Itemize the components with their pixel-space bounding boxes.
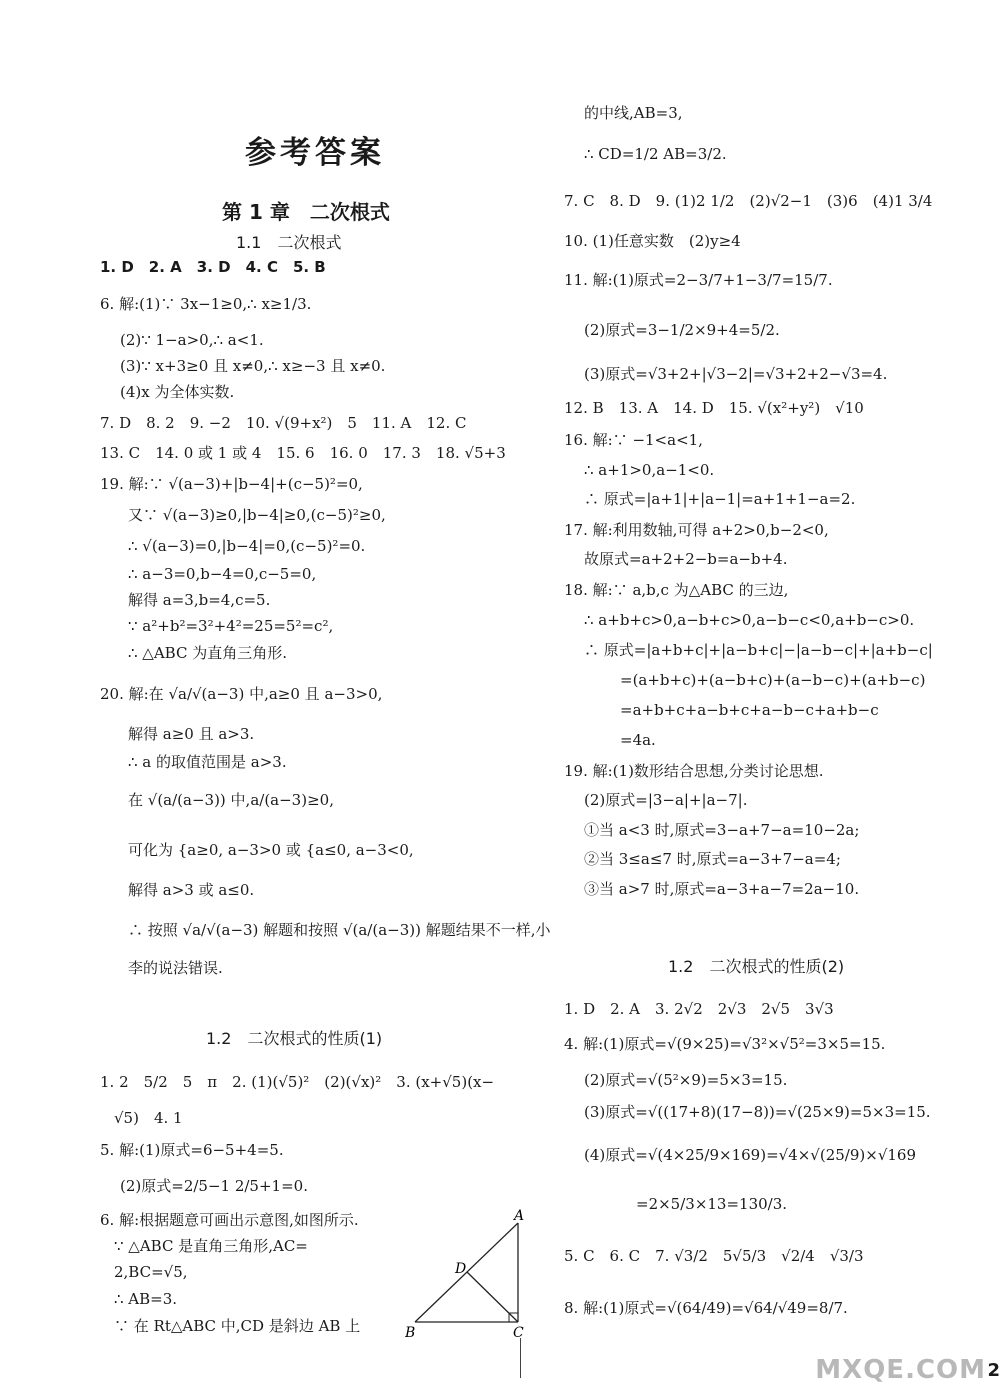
section-heading-1-2-part2: 1.2 二次根式的性质(2)	[668, 957, 845, 976]
answer-line: (2)原式=2/5−1 2/5+1=0.	[120, 1177, 308, 1195]
answer-line: (3)原式=√3+2+|√3−2|=√3+2+2−√3=4.	[584, 365, 888, 383]
answer-line: 6. 解:根据题意可画出示意图,如图所示.	[100, 1211, 359, 1229]
answer-line: ∵ 在 Rt△ABC 中,CD 是斜边 AB 上	[114, 1317, 361, 1335]
answer-line: ∴ √(a−3)=0,|b−4|=0,(c−5)²=0.	[128, 537, 366, 555]
vertex-label-c: C	[513, 1325, 524, 1340]
answer-line: 7. D 8. 2 9. −2 10. √(9+x²) 5 11. A 12. C	[100, 414, 467, 432]
page-number: 2	[987, 1360, 1000, 1381]
answer-line: 在 √(a/(a−3)) 中,a/(a−3)≥0,	[128, 791, 334, 809]
answer-line: 11. 解:(1)原式=2−3/7+1−3/7=15/7.	[564, 271, 833, 289]
answer-line: 5. 解:(1)原式=6−5+4=5.	[100, 1141, 284, 1159]
answer-line: ∴ 原式=|a+1|+|a−1|=a+1+1−a=2.	[584, 490, 856, 508]
answer-line: ①当 a<3 时,原式=3−a+7−a=10−2a;	[584, 821, 860, 839]
vertex-label-d: D	[455, 1261, 467, 1277]
answer-line: √5) 4. 1	[114, 1109, 183, 1127]
answer-line: ∴ CD=1/2 AB=3/2.	[584, 145, 727, 163]
answer-line: 李的说法错误.	[128, 959, 223, 977]
answer-line: 1. D 2. A 3. D 4. C 5. B	[100, 258, 326, 276]
answer-line: 解得 a=3,b=4,c=5.	[128, 591, 271, 609]
answer-line: 的中线,AB=3,	[584, 104, 683, 122]
answer-line: 10. (1)任意实数 (2)y≥4	[564, 232, 741, 250]
answer-line: 19. 解:(1)数形结合思想,分类讨论思想.	[564, 762, 824, 780]
answer-line: (2)原式=3−1/2×9+4=5/2.	[584, 321, 780, 339]
answer-line: =4a.	[620, 731, 656, 749]
triangle-figure	[405, 1205, 535, 1340]
answer-line: 可化为 {a≥0, a−3>0 或 {a≤0, a−3<0,	[128, 841, 414, 859]
answer-line: 故原式=a+2+2−b=a−b+4.	[584, 550, 788, 568]
answer-line: 4. 解:(1)原式=√(9×25)=√3²×√5²=3×5=15.	[564, 1035, 886, 1053]
answer-line: ∴ 按照 √a/√(a−3) 解题和按照 √(a/(a−3)) 解题结果不一样,小	[128, 921, 551, 939]
answer-line: ∵ a²+b²=3²+4²=25=5²=c²,	[128, 617, 334, 635]
answer-line: ∴ 原式=|a+b+c|+|a−b+c|−|a−b−c|+|a+b−c|	[584, 641, 933, 659]
answer-line: 20. 解:在 √a/√(a−3) 中,a≥0 且 a−3>0,	[100, 685, 383, 703]
answer-line: 1. 2 5/2 5 π 2. (1)(√5)² (2)(√x)² 3. (x+√5)(x−	[100, 1073, 495, 1091]
section-heading-1-1: 1.1 二次根式	[236, 233, 342, 252]
section-heading-1-2-part1: 1.2 二次根式的性质(1)	[206, 1029, 383, 1048]
answer-line: ②当 3≤a≤7 时,原式=a−3+7−a=4;	[584, 850, 841, 868]
page-title: 参考答案	[245, 135, 385, 171]
answer-line: (4)x 为全体实数.	[120, 383, 235, 401]
answer-line: (2)∵ 1−a>0,∴ a<1.	[120, 331, 264, 349]
answer-line: ∴ a 的取值范围是 a>3.	[128, 753, 287, 771]
answer-line: 16. 解:∵ −1<a<1,	[564, 431, 703, 449]
answer-line: 18. 解:∵ a,b,c 为△ABC 的三边,	[564, 581, 789, 599]
answer-line: =a+b+c+a−b+c+a−b−c+a+b−c	[620, 701, 879, 719]
median-cd	[467, 1272, 518, 1322]
answer-line: ∴ a+b+c>0,a−b+c>0,a−b−c<0,a+b−c>0.	[584, 611, 915, 629]
answer-line: ∴ a−3=0,b−4=0,c−5=0,	[128, 565, 317, 583]
bracket-mark	[520, 1338, 524, 1378]
answer-line: 12. B 13. A 14. D 15. √(x²+y²) √10	[564, 399, 864, 417]
answer-line: 解得 a≥0 且 a>3.	[128, 725, 255, 743]
answer-line: ∴ △ABC 为直角三角形.	[128, 644, 287, 662]
vertex-label-a: A	[514, 1208, 525, 1224]
chapter-heading: 第 1 章 二次根式	[222, 200, 390, 224]
answer-line: (3)∵ x+3≥0 且 x≠0,∴ x≥−3 且 x≠0.	[120, 357, 386, 375]
answer-line: ∵ △ABC 是直角三角形,AC=	[114, 1237, 308, 1255]
watermark: MXQE.COM	[815, 1355, 986, 1385]
answer-line: 19. 解:∵ √(a−3)+|b−4|+(c−5)²=0,	[100, 475, 363, 493]
answer-line: 1. D 2. A 3. 2√2 2√3 2√5 3√3	[564, 1000, 834, 1018]
vertex-label-b: B	[405, 1325, 416, 1340]
answer-line: (2)原式=√(5²×9)=5×3=15.	[584, 1071, 788, 1089]
answer-line: ∴ AB=3.	[114, 1290, 178, 1308]
answer-line: 7. C 8. D 9. (1)2 1/2 (2)√2−1 (3)6 (4)1 3/4	[564, 192, 933, 210]
answer-line: 6. 解:(1)∵ 3x−1≥0,∴ x≥1/3.	[100, 295, 312, 313]
answer-line: 17. 解:利用数轴,可得 a+2>0,b−2<0,	[564, 521, 829, 539]
answer-line: 解得 a>3 或 a≤0.	[128, 881, 255, 899]
answer-line: 2,BC=√5,	[114, 1263, 188, 1281]
answer-line: 5. C 6. C 7. √3/2 5√5/3 √2/4 √3/3	[564, 1247, 864, 1265]
answer-line: 13. C 14. 0 或 1 或 4 15. 6 16. 0 17. 3 18. √5+3	[100, 444, 506, 462]
answer-line: =(a+b+c)+(a−b+c)+(a−b−c)+(a+b−c)	[620, 671, 926, 689]
answer-line: (3)原式=√((17+8)(17−8))=√(25×9)=5×3=15.	[584, 1103, 931, 1121]
answer-line: 8. 解:(1)原式=√(64/49)=√64/√49=8/7.	[564, 1299, 848, 1317]
answer-line: ③当 a>7 时,原式=a−3+a−7=2a−10.	[584, 880, 860, 898]
answer-line: ∴ a+1>0,a−1<0.	[584, 461, 715, 479]
answer-line: (4)原式=√(4×25/9×169)=√4×√(25/9)×√169	[584, 1146, 917, 1164]
answer-line: =2×5/3×13=130/3.	[636, 1195, 788, 1213]
answer-line: 又∵ √(a−3)≥0,|b−4|≥0,(c−5)²≥0,	[128, 506, 386, 524]
answer-line: (2)原式=|3−a|+|a−7|.	[584, 791, 748, 809]
